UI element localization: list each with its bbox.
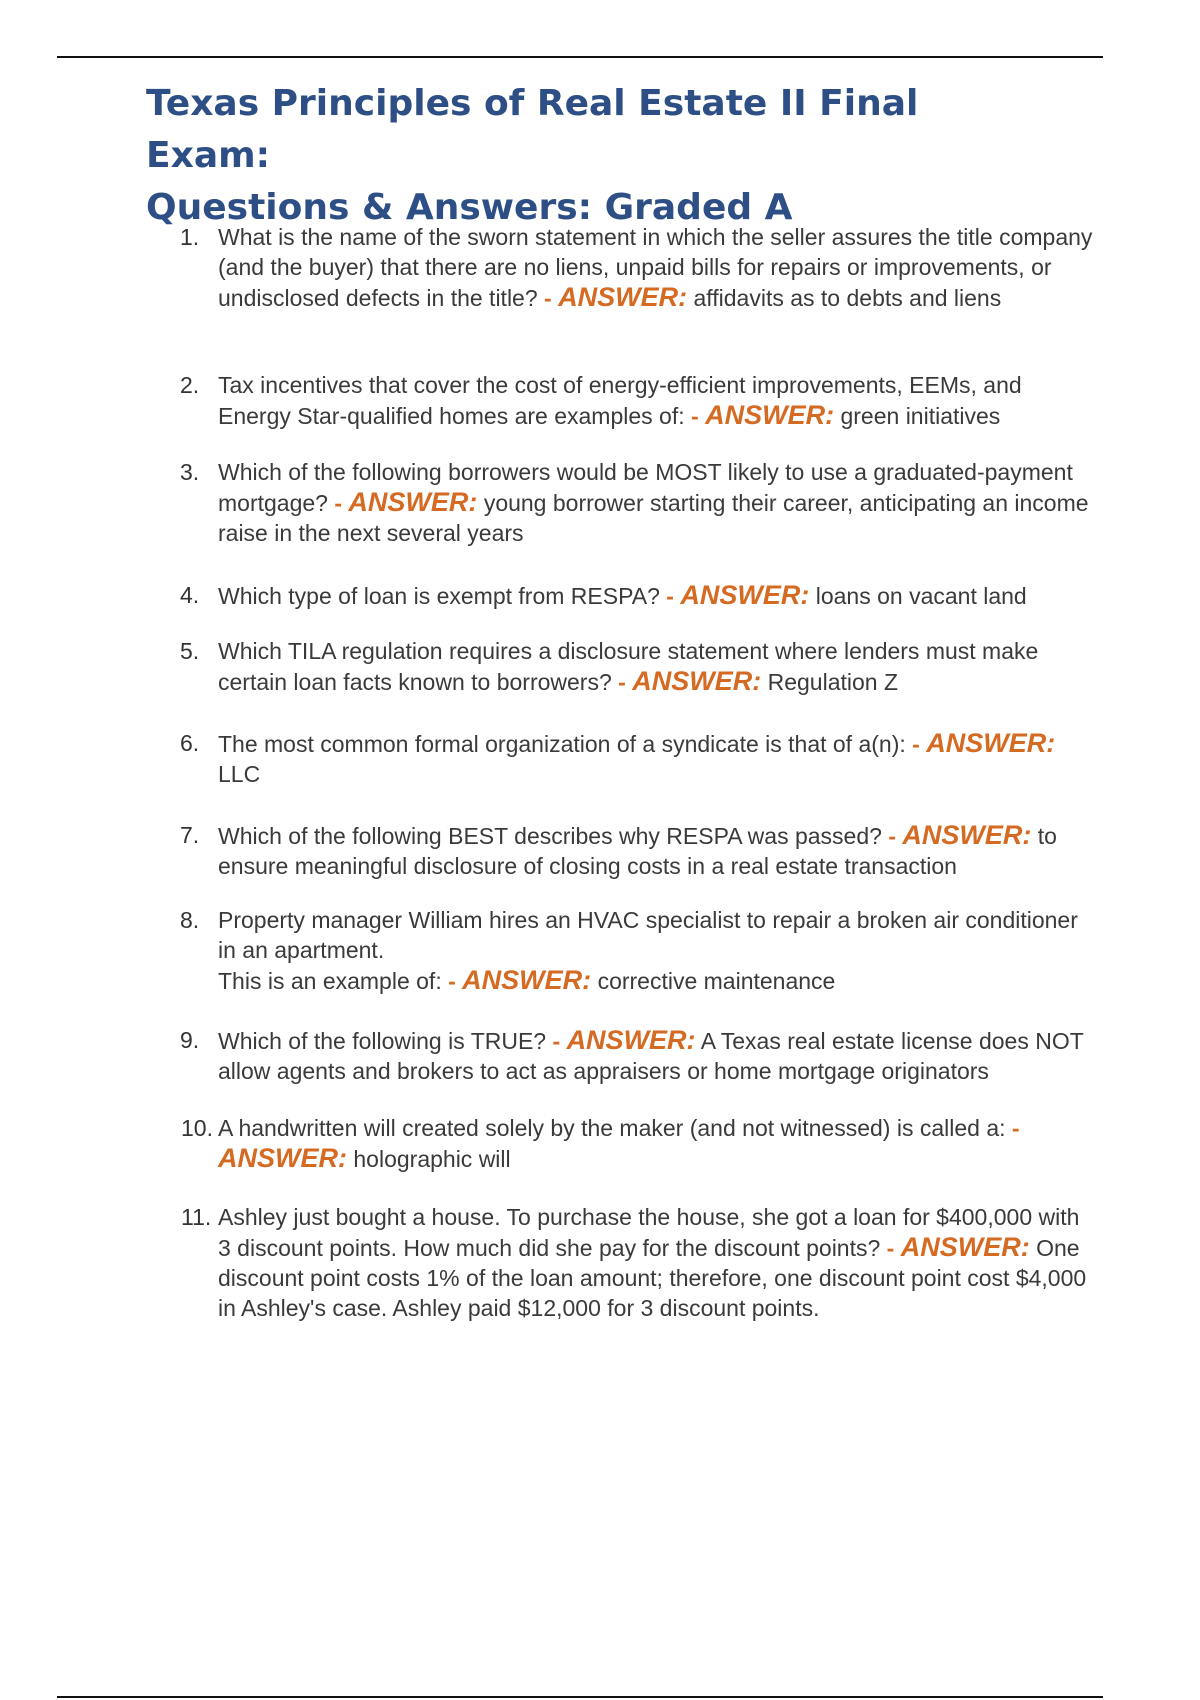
answer-prefix: - xyxy=(1011,1115,1020,1141)
answer-label: ANSWER: xyxy=(632,666,762,696)
item-body xyxy=(218,820,1098,881)
item-number: 2. xyxy=(180,372,200,398)
answer-label: ANSWER: xyxy=(566,1025,696,1055)
answer-text: affidavits as to debts and liens xyxy=(693,285,1002,311)
answer-text: to ensure meaningful disclosure of closing costs in a real estate transaction xyxy=(218,823,1057,879)
answer-text: One discount point costs 1% of the loan amount; therefore, one discount point cost $4,000 in Ashley's case. Ashley paid $12,000 for 3 discount points. xyxy=(218,1235,1087,1321)
question-text: Which TILA regulation requires a disclosure statement where lenders must make certain loan facts known to borrowers? xyxy=(218,638,1039,695)
item-number: 4. xyxy=(180,582,200,608)
item-number: 5. xyxy=(180,638,200,664)
answer-label: ANSWER: xyxy=(926,728,1056,758)
answer-text: green initiatives xyxy=(840,403,1001,429)
answer-text: young borrower starting their career, anticipating an income raise in the next several years xyxy=(218,490,1089,546)
item-number: 11. xyxy=(181,1204,212,1230)
item-number: 1. xyxy=(180,224,200,250)
item-body xyxy=(218,580,1098,611)
question-text: What is the name of the sworn statement in which the seller assures the title company (and the buyer) that there are no liens, unpaid bills for repairs or improvements, or undisclosed defects in the title? xyxy=(218,224,1093,311)
bottom-rule xyxy=(57,1696,1103,1698)
item-number: 3. xyxy=(180,459,200,485)
question-text: Ashley just bought a house. To purchase the house, she got a loan for $400,000 with 3 discount points. How much did she pay for the discount points? xyxy=(218,1204,1080,1261)
item-body xyxy=(218,905,1098,996)
item-body xyxy=(218,457,1098,548)
answer-label: ANSWER: xyxy=(558,282,688,312)
answer-text: loans on vacant land xyxy=(815,583,1027,609)
answer-label: ANSWER: xyxy=(705,400,835,430)
item-body xyxy=(218,222,1098,313)
answer-label: ANSWER: xyxy=(900,1232,1030,1262)
question-text: Which of the following BEST describes why RESPA was passed? xyxy=(218,823,882,849)
item-body xyxy=(218,1113,1098,1174)
answer-label: ANSWER: xyxy=(348,487,478,517)
answer-label: ANSWER: xyxy=(680,580,810,610)
answer-prefix: - xyxy=(618,669,633,695)
question-text: Which of the following is TRUE? xyxy=(218,1028,547,1054)
top-rule xyxy=(57,56,1103,58)
item-body xyxy=(218,370,1098,431)
question-text: Which of the following borrowers would be MOST likely to use a graduated-payment mortgage? xyxy=(218,459,1073,516)
item-number: 10. xyxy=(181,1115,213,1141)
question-text: The most common formal organization of a syndicate is that of a(n): xyxy=(218,731,906,757)
answer-prefix: - xyxy=(448,968,463,994)
answer-prefix: - xyxy=(886,1235,901,1261)
answer-prefix: - xyxy=(544,285,559,311)
item-body xyxy=(218,728,1098,789)
answer-text: corrective maintenance xyxy=(597,968,836,994)
item-body xyxy=(218,1202,1098,1323)
answer-prefix: - xyxy=(691,403,706,429)
item-number: 7. xyxy=(180,822,200,848)
answer-label: ANSWER: xyxy=(902,820,1032,850)
question-text: A handwritten will created solely by the maker (and not witnessed) is called a: xyxy=(218,1115,1006,1141)
question-text: Tax incentives that cover the cost of energy-efficient improvements, EEMs, and Energy Star-qualified homes are examples of: xyxy=(218,372,1022,429)
item-number: 6. xyxy=(180,730,200,756)
answer-prefix: - xyxy=(334,490,349,516)
item-body xyxy=(218,1025,1098,1086)
answer-text: A Texas real estate license does NOT allow agents and brokers to act as appraisers or home mortgage originators xyxy=(218,1028,1084,1084)
question-text: Property manager William hires an HVAC specialist to repair a broken air conditioner in an apartment. xyxy=(218,907,1078,963)
item-body xyxy=(218,636,1098,697)
answer-label: ANSWER: xyxy=(462,965,592,995)
answer-label: ANSWER: xyxy=(218,1143,347,1173)
item-number: 8. xyxy=(180,907,200,933)
answer-text: Regulation Z xyxy=(767,669,899,695)
answer-prefix: - xyxy=(666,583,681,609)
item-number: 9. xyxy=(180,1027,200,1053)
answer-text: holographic will xyxy=(353,1146,511,1172)
answer-prefix: - xyxy=(912,731,927,757)
page-title xyxy=(146,78,1046,234)
question-text: Which type of loan is exempt from RESPA? xyxy=(218,583,660,609)
answer-text: LLC xyxy=(218,761,261,787)
answer-prefix: - xyxy=(552,1028,567,1054)
answer-prefix: - xyxy=(888,823,903,849)
title-line-2: Questions & Answers: Graded A xyxy=(146,187,793,228)
title-line-1: Texas Principles of Real Estate II Final Exam: xyxy=(146,83,919,176)
question-text-line-2: This is an example of: xyxy=(218,968,442,994)
